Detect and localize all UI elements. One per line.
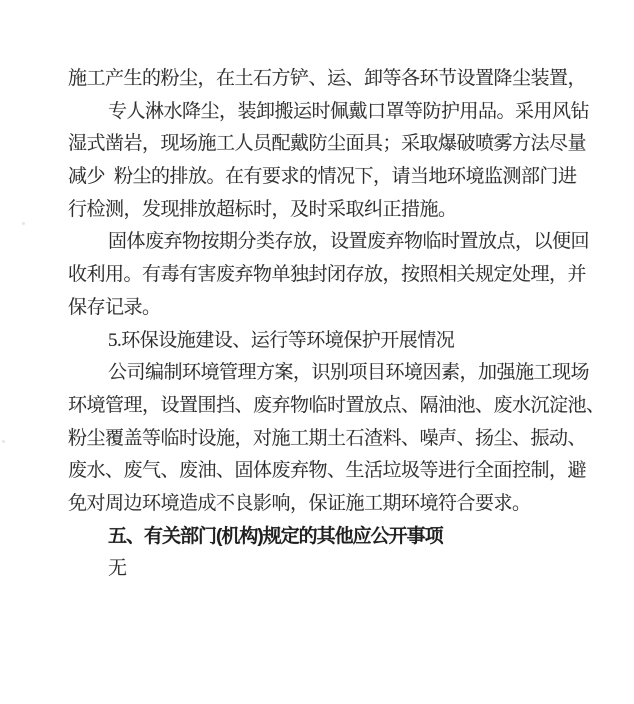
body-line: 湿式凿岩，现场施工人员配戴防尘面具；采取爆破喷雾方法尽量 bbox=[68, 133, 587, 155]
subsection-title: 5.环保设施建设、运行等环境保护开展情况 bbox=[108, 329, 455, 351]
body-line: 固体废弃物按期分类存放，设置废弃物临时置放点，以便回 bbox=[108, 231, 590, 253]
body-line: 减少 粉尘的排放。在有要求的情况下，请当地环境监测部门进 bbox=[68, 166, 577, 188]
body-line: 行检测，发现排放超标时，及时采取纠正措施。 bbox=[68, 198, 457, 220]
body-line: 粉尘覆盖等临时设施，对施工期土石渣料、噪声、扬尘、振动、 bbox=[68, 427, 587, 449]
body-line: 保存记录。 bbox=[68, 296, 161, 318]
body-line: 免对周边环境造成不良影响，保证施工期环境符合要求。 bbox=[68, 492, 531, 514]
body-line: 施工产生的粉尘，在土石方铲、运、卸等各环节设置降尘装置， bbox=[68, 68, 587, 89]
body-line: 专人淋水降尘，装卸搬运时佩戴口罩等防护用品。采用风钻 bbox=[108, 100, 590, 122]
body-line: 废水、废气、废油、固体废弃物、生活垃圾等进行全面控制，避 bbox=[68, 460, 587, 482]
section-heading: 五、有关部门(机构)规定的其他应公开事项 bbox=[108, 525, 443, 547]
body-line: 收利用。有毒有害废弃物单独封闭存放，按照相关规定处理，并 bbox=[68, 264, 587, 286]
scan-speck bbox=[2, 440, 5, 443]
body-line: 无 bbox=[108, 558, 127, 580]
body-line: 环境管理，设置围挡、废弃物临时置放点、隔油池、废水沉淀池、 bbox=[68, 394, 605, 416]
scan-speck bbox=[22, 222, 25, 225]
document-body bbox=[68, 63, 605, 586]
body-line: 公司编制环境管理方案，识别项目环境因素，加强施工现场 bbox=[108, 362, 590, 384]
